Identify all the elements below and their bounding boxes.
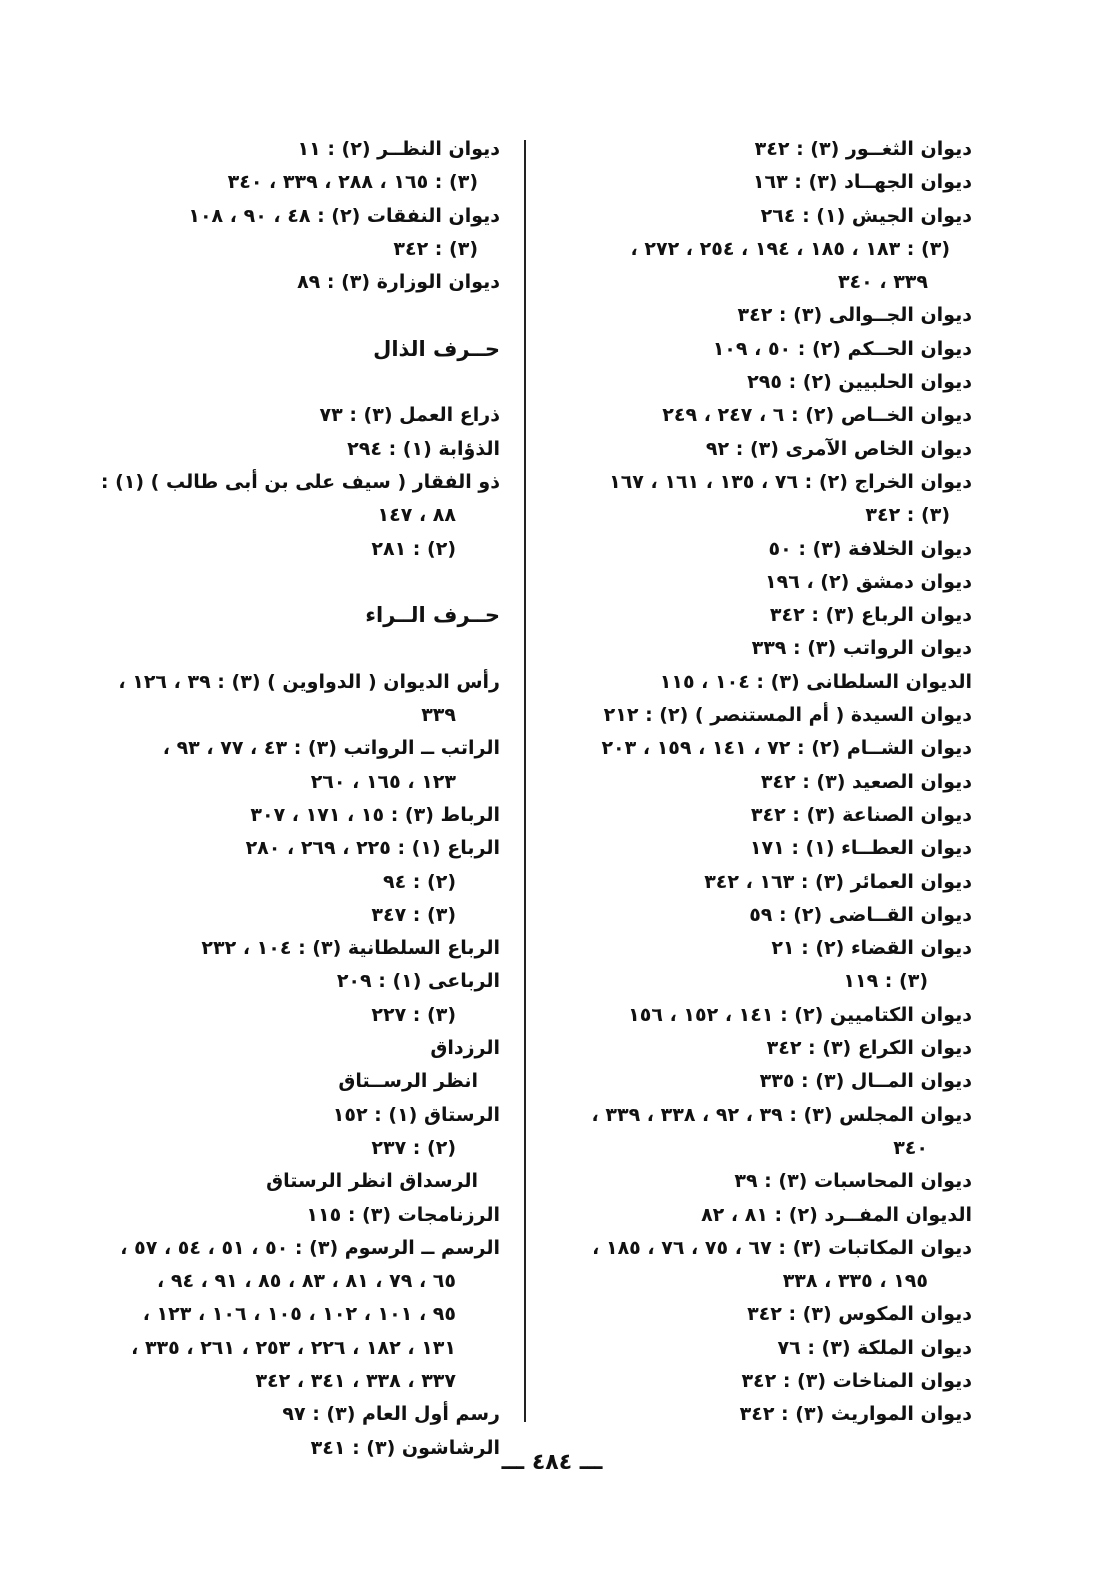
index-entry: ديوان المواريث (٣) : ٣٤٢ <box>739 1403 972 1426</box>
index-continuation: ٦٥ ، ٧٩ ، ٨١ ، ٨٣ ، ٨٥ ، ٩١ ، ٩٤ ، <box>157 1270 456 1293</box>
index-continuation: ١٣١ ، ١٨٢ ، ٢٢٦ ، ٢٥٣ ، ٢٦١ ، ٣٣٥ ، <box>131 1336 456 1359</box>
index-continuation: (٣) : ٢٢٧ <box>371 1003 456 1026</box>
section-heading: حــرف الذال <box>373 336 500 361</box>
index-entry: ديوان المكوس (٣) : ٣٤٢ <box>747 1303 972 1326</box>
index-entry: ديوان الخلافة (٣) : ٥٠ <box>768 537 972 560</box>
index-continuation: (٣) : ١١٩ <box>843 970 928 993</box>
index-entry: ديوان الرباع (٣) : ٣٤٢ <box>769 604 972 627</box>
index-entry: ديوان المجلس (٣) : ٣٩ ، ٩٢ ، ٣٣٨ ، ٣٣٩ ، <box>591 1103 972 1126</box>
index-entry: ديوان الحــكم (٢) : ٥٠ ، ١٠٩ <box>712 337 972 360</box>
index-entry: ديوان النظــر (٢) : ١١ <box>297 138 500 160</box>
index-continuation: ٣٤٠ <box>893 1136 928 1159</box>
index-entry: الديوان المفــرد (٢) : ٨١ ، ٨٢ <box>701 1203 972 1226</box>
index-entry: الرستاق (١) : ١٥٢ <box>332 1103 500 1126</box>
index-entry: ديوان الملكة (٣) : ٧٦ <box>777 1336 972 1359</box>
index-entry: ديوان الخراج (٢) : ٧٦ ، ١٣٥ ، ١٦١ ، ١٦٧ <box>609 470 972 493</box>
index-entry: ديوان الصعيد (٣) : ٣٤٢ <box>760 770 972 793</box>
spacer <box>80 299 500 332</box>
index-entry: ديوان الحلبيين (٢) : ٢٩٥ <box>747 371 972 394</box>
index-entry: ديوان الجيش (١) : ٢٦٤ <box>760 204 972 227</box>
index-entry: ديوان الجهــاد (٣) : ١٦٣ <box>752 171 972 194</box>
index-continuation: (٢) : ٩٤ <box>382 870 456 893</box>
index-entry: ديوان دمشق (٢) ، ١٩٦ <box>765 570 972 593</box>
index-entry: رسم أول العام (٣) : ٩٧ <box>282 1403 500 1426</box>
index-entry: ديوان المــال (٣) : ٣٣٥ <box>759 1070 972 1093</box>
index-entry: ديوان الرواتب (٣) : ٣٣٩ <box>751 637 972 660</box>
index-subentry: (٣) : ٣٤٢ <box>393 237 478 260</box>
index-entry: ديوان الشــام (٢) : ٧٢ ، ١٤١ ، ١٥٩ ، ٢٠٣ <box>601 737 972 760</box>
index-entry: ديوان الكراع (٣) : ٣٤٢ <box>766 1037 972 1060</box>
spacer <box>80 366 500 399</box>
index-entry: الرشاشون (٣) : ٣٤١ <box>310 1436 500 1459</box>
index-entry: الراتب ــ الرواتب (٣) : ٤٣ ، ٧٧ ، ٩٣ ، <box>162 737 500 760</box>
index-entry: ديوان الخاص الآمرى (٣) : ٩٢ <box>705 437 972 460</box>
index-continuation: ٣٣٧ ، ٣٣٨ ، ٣٤١ ، ٣٤٢ <box>255 1369 456 1392</box>
index-entry: ديوان العمائر (٣) : ١٦٣ ، ٣٤٢ <box>704 870 972 893</box>
index-continuation: ١٢٣ ، ١٦٥ ، ٢٦٠ <box>310 770 456 793</box>
index-entry: الرباع (١) : ٢٢٥ ، ٢٦٩ ، ٢٨٠ <box>245 837 500 860</box>
index-entry: الذؤابة (١) : ٢٩٤ <box>347 437 500 460</box>
index-subentry: (٣) : ١٦٥ ، ٢٨٨ ، ٣٣٩ ، ٣٤٠ <box>227 171 478 194</box>
spacer <box>80 632 500 665</box>
index-entry: ديوان القضاء (٢) : ٢١ <box>771 937 972 960</box>
index-entry: الرزداق <box>430 1037 500 1060</box>
index-subentry: (٣) : ١٨٣ ، ١٨٥ ، ١٩٤ ، ٢٥٤ ، ٢٧٢ ، <box>630 237 950 260</box>
index-entry: ديوان المحاسبات (٣) : ٣٩ <box>734 1170 972 1193</box>
index-continuation: (٢) : ٢٣٧ <box>371 1136 456 1159</box>
index-entry: ديوان النفقات (٢) : ٤٨ ، ٩٠ ، ١٠٨ <box>188 204 500 227</box>
index-entry: ديوان الكتاميين (٢) : ١٤١ ، ١٥٢ ، ١٥٦ <box>628 1003 972 1026</box>
index-entry: الرباع السلطانية (٣) : ١٠٤ ، ٢٣٢ <box>201 937 500 960</box>
index-entry: الديوان السلطانى (٣) : ١٠٤ ، ١١٥ <box>659 670 972 693</box>
index-entry: ذو الفقار ( سيف على بن أبى طالب ) (١) : <box>100 470 500 493</box>
index-continuation: ١٩٥ ، ٣٣٥ ، ٣٣٨ <box>782 1270 928 1293</box>
index-entry: ديوان المكاتبات (٣) : ٦٧ ، ٧٥ ، ٧٦ ، ١٨٥ ، <box>592 1236 972 1259</box>
page-number: ـــ ٤٨٤ ـــ <box>501 1450 603 1475</box>
index-entry: ديوان الوزارة (٣) : ٨٩ <box>297 271 500 294</box>
index-continuation: (٣) : ٣٤٧ <box>371 903 456 926</box>
right-index-column <box>532 133 972 1432</box>
index-continuation: ٣٣٩ <box>421 704 456 727</box>
index-subentry: (٣) : ٣٤٢ <box>865 504 950 527</box>
index-entry: ديوان الثغــور (٣) : ٣٤٢ <box>754 138 972 160</box>
index-entry: ديوان القــاضى (٢) : ٥٩ <box>749 903 972 926</box>
index-continuation: (٢) : ٢٨١ <box>371 537 456 560</box>
index-entry: الرباط (٣) : ١٥ ، ١٧١ ، ٣٠٧ <box>250 803 500 826</box>
section-heading: حــرف الــراء <box>365 603 500 628</box>
index-entry: ديوان الخــاص (٢) : ٦ ، ٢٤٧ ، ٢٤٩ <box>662 404 972 427</box>
index-subentry: انظر الرســتاق <box>338 1070 478 1093</box>
index-subentry: الرسداق انظر الرستاق <box>266 1170 478 1193</box>
index-entry: ديوان الصناعة (٣) : ٣٤٢ <box>750 803 972 826</box>
index-entry: الرباعى (١) : ٢٠٩ <box>336 970 500 993</box>
index-entry: الرزنامجات (٣) : ١١٥ <box>306 1203 500 1226</box>
index-entry: الرسم ــ الرسوم (٣) : ٥٠ ، ٥١ ، ٥٤ ، ٥٧ ، <box>120 1236 500 1259</box>
index-entry: رأس الديوان ( الدواوين ) (٣) : ٣٩ ، ١٢٦ ، <box>118 670 500 693</box>
index-continuation: ٩٥ ، ١٠١ ، ١٠٢ ، ١٠٥ ، ١٠٦ ، ١٢٣ ، <box>142 1303 456 1326</box>
index-entry: ديوان السيدة ( أم المستنصر ) (٢) : ٢١٢ <box>603 704 972 727</box>
index-entry: ديوان الجــوالى (٣) : ٣٤٢ <box>737 304 972 327</box>
index-entry: ديوان المناخات (٣) : ٣٤٢ <box>741 1369 972 1392</box>
index-continuation: ٣٣٩ ، ٣٤٠ <box>837 271 928 294</box>
spacer <box>80 566 500 599</box>
left-index-column <box>80 133 500 1465</box>
index-continuation: ٨٨ ، ١٤٧ <box>377 504 456 527</box>
index-entry: ذراع العمل (٣) : ٧٣ <box>319 404 500 427</box>
index-entry: ديوان العطــاء (١) : ١٧١ <box>749 837 972 860</box>
column-divider <box>524 140 526 1422</box>
